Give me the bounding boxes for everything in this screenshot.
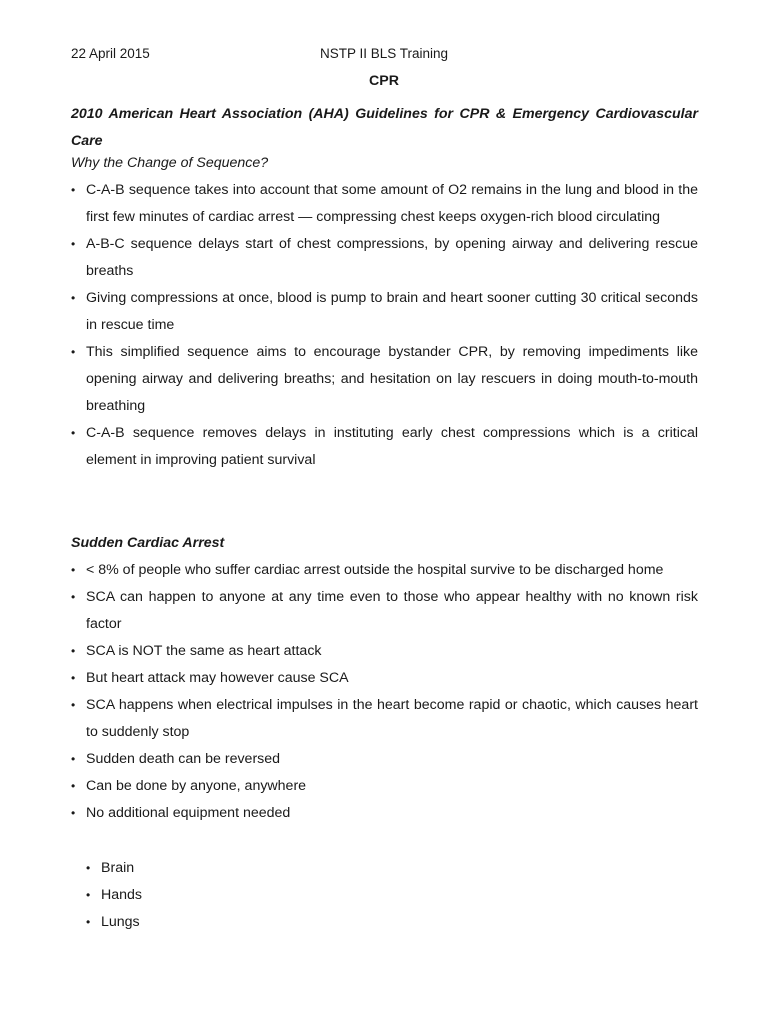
bullet-icon: • (71, 426, 76, 440)
equipment-sub-list (86, 855, 386, 936)
aha-guidelines-heading: 2010 American Heart Association (AHA) Guidelines for CPR & Emergency Cardiovascular Care (71, 106, 698, 149)
bullet-icon: • (71, 752, 76, 766)
bullet-icon: • (71, 563, 76, 577)
bullet-icon: • (71, 590, 76, 604)
bullet-icon: • (86, 915, 91, 929)
list-item-text: SCA can happen to anyone at any time even to those who appear healthy with no known risk factor (86, 589, 698, 632)
document-title: CPR (369, 73, 399, 89)
sca-bullet-list (71, 557, 698, 827)
sudden-cardiac-arrest-heading: Sudden Cardiac Arrest (71, 535, 225, 551)
list-item (71, 773, 698, 800)
bullet-icon: • (71, 671, 76, 685)
header-date: 22 April 2015 (71, 46, 150, 61)
header-course: NSTP II BLS Training (319, 46, 449, 61)
list-item (71, 557, 698, 584)
why-bullet-list (71, 177, 698, 474)
bullet-icon: • (86, 888, 91, 902)
list-item-text: Lungs (101, 914, 140, 930)
bullet-icon: • (71, 779, 76, 793)
list-item (71, 665, 698, 692)
list-item (71, 420, 698, 474)
list-item-text: C-A-B sequence takes into account that some amount of O2 remains in the lung and blood in the first few minutes of cardiac arrest — compressing chest keeps oxygen-rich blood circulating (86, 182, 698, 225)
list-item-text: Hands (101, 887, 143, 903)
list-item (71, 638, 698, 665)
bullet-icon: • (71, 237, 76, 251)
list-item-text: C-A-B sequence removes delays in instituting early chest compressions which is a critical element in improving patient survival (86, 425, 698, 468)
bullet-icon: • (71, 806, 76, 820)
bullet-icon: • (71, 644, 76, 658)
bullet-icon: • (71, 698, 76, 712)
list-item (71, 339, 698, 420)
why-change-heading: Why the Change of Sequence? (71, 155, 269, 171)
bullet-icon: • (71, 345, 76, 359)
list-item-text: This simplified sequence aims to encourage bystander CPR, by removing impediments like opening airway and delivering breaths; and hesitation on lay rescuers in doing mouth-to-mouth breathing (86, 344, 698, 414)
list-item (86, 882, 386, 909)
bullet-icon: • (71, 183, 76, 197)
bullet-icon: • (86, 861, 91, 875)
list-item-text: SCA happens when electrical impulses in the heart become rapid or chaotic, which causes heart to suddenly stop (86, 697, 698, 740)
list-item-text: Brain (101, 860, 135, 876)
list-item (71, 285, 698, 339)
list-item-text: Can be done by anyone, anywhere (86, 778, 307, 794)
list-item (71, 800, 698, 827)
list-item-text: But heart attack may however cause SCA (86, 670, 349, 686)
list-item (71, 177, 698, 231)
list-item-text: Sudden death can be reversed (86, 751, 281, 767)
list-item-text: A-B-C sequence delays start of chest compressions, by opening airway and delivering rescue breaths (86, 236, 698, 279)
list-item-text: < 8% of people who suffer cardiac arrest outside the hospital survive to be discharged home (86, 562, 664, 578)
list-item (71, 746, 698, 773)
list-item-text: Giving compressions at once, blood is pump to brain and heart sooner cutting 30 critical seconds in rescue time (86, 290, 698, 333)
list-item (71, 584, 698, 638)
list-item (71, 231, 698, 285)
list-item (71, 692, 698, 746)
list-item-text: No additional equipment needed (86, 805, 291, 821)
list-item (86, 909, 386, 936)
list-item-text: SCA is NOT the same as heart attack (86, 643, 322, 659)
bullet-icon: • (71, 291, 76, 305)
list-item (86, 855, 386, 882)
